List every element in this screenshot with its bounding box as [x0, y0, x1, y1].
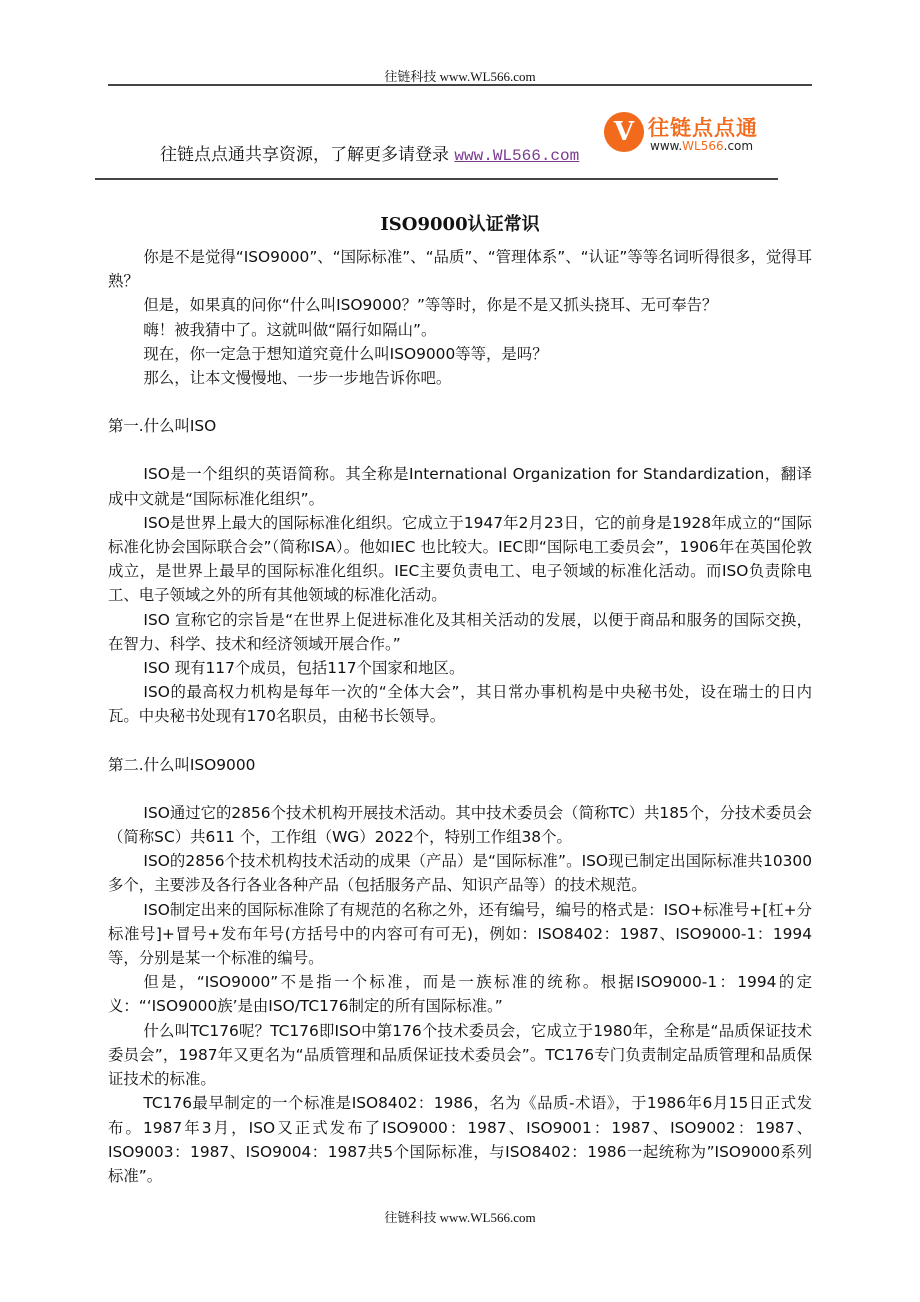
logo-mark-icon: V [604, 112, 644, 152]
banner-divider [95, 178, 778, 180]
paragraph: 你是不是觉得“ISO9000”、“国际标准”、“品质”、“管理体系”、“认证”等等名词听得很多，觉得耳熟？ [108, 248, 813, 291]
paragraph: ISO是一个组织的英语简称。其全称是International Organization for Standardization，翻译成中文就是“国际标准化组织”。 [108, 465, 812, 508]
paragraph: 现在，你一定急于想知道究竟什么叫ISO9000等等，是吗？ [143, 344, 548, 363]
paragraph: 那么，让本文慢慢地、一步一步地告诉你吧。 [143, 369, 452, 388]
paragraph: ISO制定出来的国际标准除了有规范的名称之外，还有编号，编号的格式是：ISO+标准号+[杠+分标准号]+冒号+发布年号(方括号中的内容可有可无)，例如：ISO8402：1987、ISO9000-1：1994等，分别是某一个标准的编号。 [108, 900, 812, 968]
paragraph: ISO是世界上最大的国际标准化组织。它成立于1947年2月23日，它的前身是1928年成立的“国际标准化协会国际联合会”（简称ISA）。他如IEC 也比较大。IEC即“国际电工委员会”，1906年在英国伦敦成立，是世界上最早的国际标准化组织。IEC主要负责电工、电子领域的标准化活动。而ISO负责除电工、电子领域之外的所有其他领域的标准化活动。 [108, 513, 812, 605]
paragraph: ISO的最高权力机构是每年一次的“全体大会”，其日常办事机构是中央秘书处，设在瑞士的日内瓦。中央秘书处现有170名职员，由秘书长领导。 [108, 683, 812, 726]
paragraph: 但是，“ISO9000”不是指一个标准，而是一族标准的统称。根据ISO9000-1：1994的定义：“‘ISO9000族’是由ISO/TC176制定的所有国际标准。” [108, 973, 812, 1016]
logo-name: 往链点点通 [648, 116, 758, 140]
document-title: ISO9000认证常识 [380, 214, 540, 235]
logo-url: www.WL566.com [650, 139, 754, 153]
brand-logo [604, 112, 764, 156]
paragraph: ISO通过它的2856个技术机构开展技术活动。其中技术委员会（简称TC）共185个，分技术委员会（简称SC）共611 个，工作组（WG）2022个，特别工作组38个。 [108, 803, 812, 847]
paragraph: 嗨！被我猜中了。这就叫做“隔行如隔山”。 [143, 320, 437, 339]
section-heading: 第二.什么叫ISO9000 [108, 755, 256, 774]
page-header: 往链科技 www.WL566.com [384, 69, 536, 84]
paragraph: ISO的2856个技术机构技术活动的成果（产品）是“国际标准”。ISO现已制定出国际标准共10300多个，主要涉及各行各业各种产品（包括服务产品、知识产品等）的技术规范。 [108, 852, 812, 895]
document-body [108, 245, 812, 1188]
banner [160, 140, 579, 165]
section-heading: 第一.什么叫ISO [108, 417, 217, 436]
paragraph: 什么叫TC176呢？TC176即ISO中第176个技术委员会，它成立于1980年，全称是“品质保证技术委员会”，1987年又更名为“品质管理和品质保证技术委员会”。TC176专门负责制定品质管理和品质保证技术的标准。 [108, 1021, 812, 1089]
paragraph: TC176最早制定的一个标准是ISO8402：1986，名为《品质-术语》，于1986年6月15日正式发布。1987年3月，ISO又正式发布了ISO9000：1987、ISO9001：1987、ISO9002：1987、ISO9003：1987、ISO9004：1987共5个国际标准，与ISO8402：1986一起统称为”ISO9000系列标准”。 [108, 1094, 812, 1185]
banner-text: 往链点点通共享资源，了解更多请登录 [160, 145, 455, 165]
paragraph: ISO 现有117个成员，包括117个国家和地区。 [143, 659, 465, 678]
page-footer: 往链科技 www.WL566.com [384, 1210, 536, 1225]
header-divider [108, 84, 812, 86]
banner-link[interactable]: www.WL566.com [454, 147, 580, 165]
paragraph: 但是，如果真的问你“什么叫ISO9000？”等等时，你是不是又抓头挠耳、无可奉告？ [143, 296, 718, 315]
paragraph: ISO 宣称它的宗旨是“在世界上促进标准化及其相关活动的发展，以便于商品和服务的国际交换，在智力、科学、技术和经济领域开展合作。” [108, 610, 812, 653]
